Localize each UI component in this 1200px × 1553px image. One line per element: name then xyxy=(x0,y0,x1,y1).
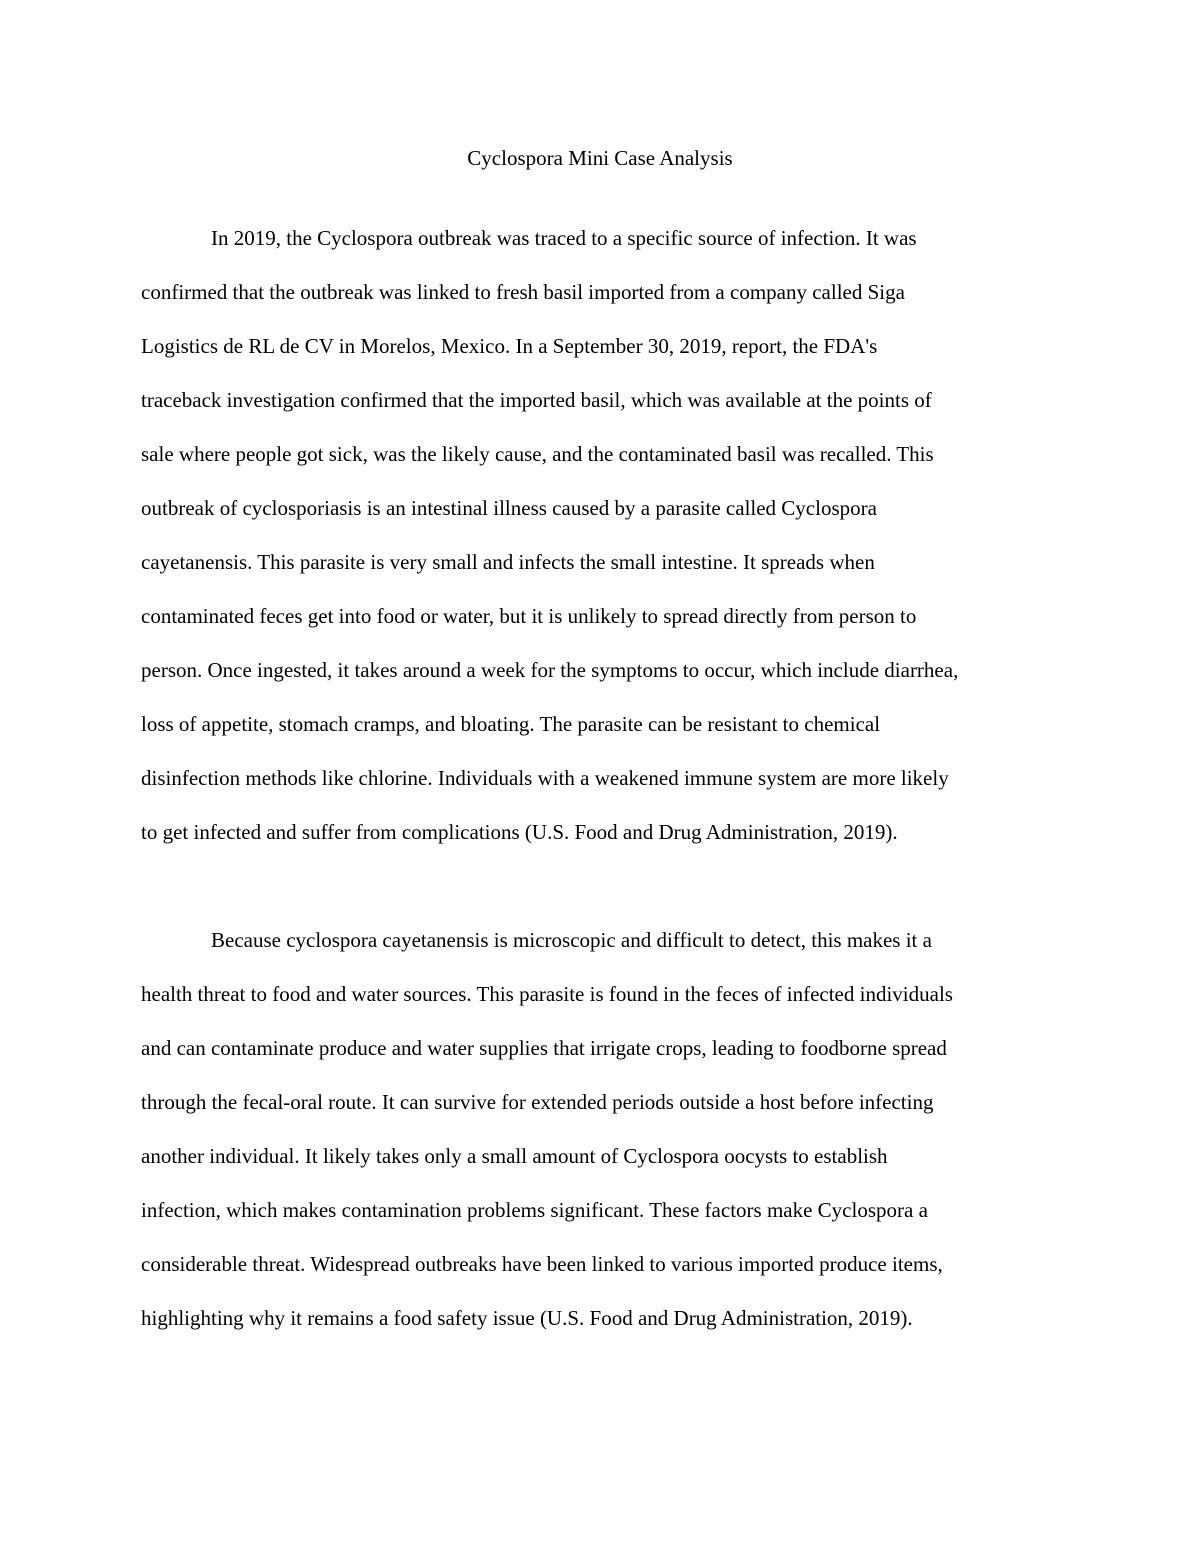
paragraph-line: through the fecal-oral route. It can survive for extended periods outside a host before infecting xyxy=(141,1090,934,1114)
paragraph-line: health threat to food and water sources. This parasite is found in the feces of infected individuals xyxy=(141,982,953,1006)
paragraph-line: disinfection methods like chlorine. Individuals with a weakened immune system are more likely xyxy=(141,766,949,790)
paragraph-line: to get infected and suffer from complications (U.S. Food and Drug Administration, 2019). xyxy=(141,820,898,844)
paragraph-line: another individual. It likely takes only a small amount of Cyclospora oocysts to establish xyxy=(141,1144,888,1168)
paragraph-line: considerable threat. Widespread outbreaks have been linked to various imported produce items, xyxy=(141,1252,943,1276)
paragraph-line: Because cyclospora cayetanensis is microscopic and difficult to detect, this makes it a xyxy=(211,928,932,952)
paragraph-2 xyxy=(141,913,1071,1345)
paragraph-line: traceback investigation confirmed that the imported basil, which was available at the points of xyxy=(141,388,932,412)
paragraph-line: infection, which makes contamination problems significant. These factors make Cyclospora a xyxy=(141,1198,928,1222)
paragraph-line: Logistics de RL de CV in Morelos, Mexico. In a September 30, 2019, report, the FDA's xyxy=(141,334,878,358)
paragraph-line: highlighting why it remains a food safety issue (U.S. Food and Drug Administration, 2019). xyxy=(141,1306,913,1330)
paragraph-line: cayetanensis. This parasite is very small and infects the small intestine. It spreads when xyxy=(141,550,875,574)
paragraph-line: contaminated feces get into food or water, but it is unlikely to spread directly from person to xyxy=(141,604,917,628)
paragraph-line: person. Once ingested, it takes around a week for the symptoms to occur, which include diarrhea, xyxy=(141,658,959,682)
paragraph-line: confirmed that the outbreak was linked to fresh basil imported from a company called Siga xyxy=(141,280,905,304)
paragraph-line: In 2019, the Cyclospora outbreak was traced to a specific source of infection. It was xyxy=(211,226,917,250)
paragraph-line: sale where people got sick, was the likely cause, and the contaminated basil was recalled. This xyxy=(141,442,934,466)
paragraph-line: and can contaminate produce and water supplies that irrigate crops, leading to foodborne spread xyxy=(141,1036,947,1060)
paragraph-line: loss of appetite, stomach cramps, and bloating. The parasite can be resistant to chemical xyxy=(141,712,881,736)
paragraph-line: outbreak of cyclosporiasis is an intestinal illness caused by a parasite called Cyclospora xyxy=(141,496,877,520)
paragraph-1 xyxy=(141,211,1071,859)
document-title: Cyclospora Mini Case Analysis xyxy=(467,146,733,170)
